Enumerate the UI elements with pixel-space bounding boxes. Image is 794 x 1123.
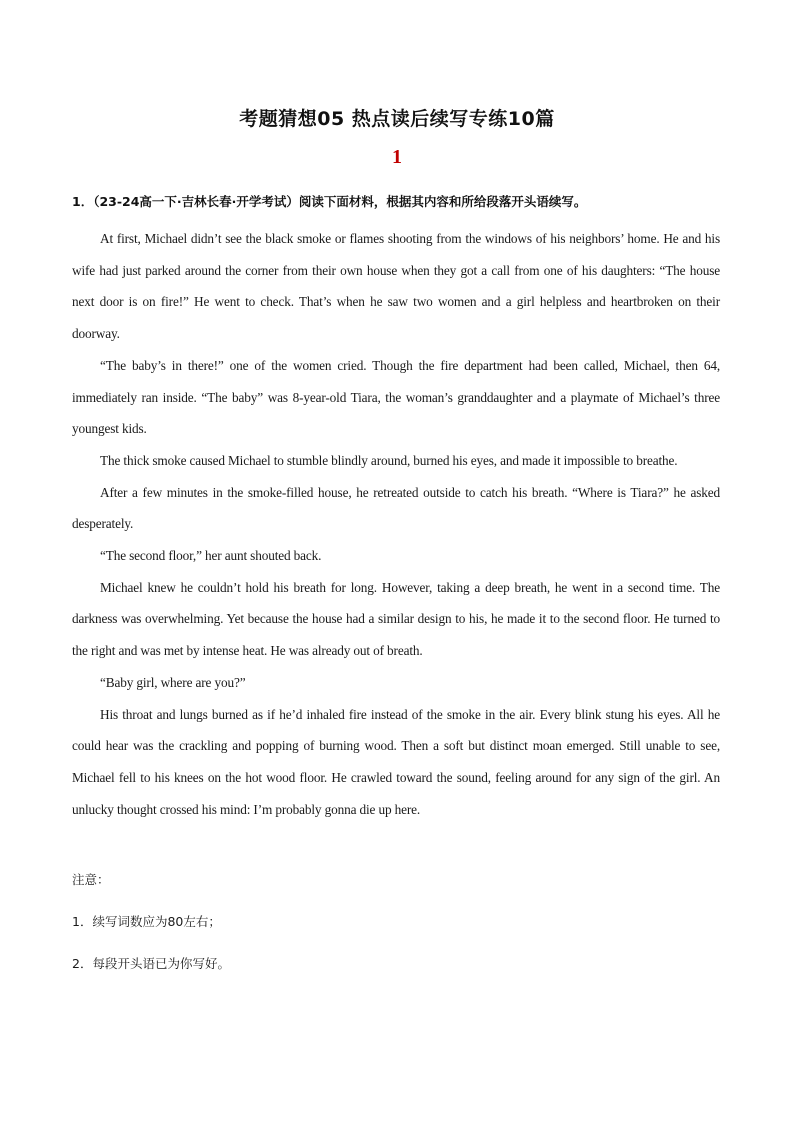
notes-section <box>72 866 720 992</box>
passage-paragraph: “The second floor,” her aunt shouted back. <box>100 548 322 564</box>
reading-passage <box>72 223 720 825</box>
note-item: 1．续写词数应为80左右； <box>72 914 221 929</box>
passage-paragraph: His throat and lungs burned as if he’d inhaled fire instead of the smoke in the air. Every blink stung his eyes. All he could hear was the crackling and popping of burning wood. Then a soft but distinct moan emerged. Still unable to see, Michael fell to his knees on the hot wood floor. He crawled toward the sound, feeling around for any sign of the girl. An unlucky thought crossed his mind: I’m probably gonna die up here. <box>72 706 720 817</box>
passage-paragraph: “Baby girl, where are you?” <box>100 674 246 690</box>
passage-paragraph: Michael knew he couldn’t hold his breath for long. However, taking a deep breath, he went in a second time. The darkness was overwhelming. Yet because the house had a similar design to his, he made it to the second floor. He turned to the right and was met by intense heat. He was already out of breath. <box>72 579 720 659</box>
section-number: 1 <box>392 146 402 168</box>
document-title: 考题猜想05 热点读后续写专练10篇 <box>239 108 555 130</box>
passage-paragraph: The thick smoke caused Michael to stumble blindly around, burned his eyes, and made it impossible to breathe. <box>100 452 678 468</box>
notes-label: 注意： <box>72 872 110 887</box>
passage-paragraph: After a few minutes in the smoke-filled house, he retreated outside to catch his breath. “Where is Tiara?” he asked desperately. <box>72 484 720 532</box>
passage-paragraph: At first, Michael didn’t see the black smoke or flames shooting from the windows of his neighbors’ home. He and his wife had just parked around the corner from their own house when they got a call from one of his daughters: “The house next door is on fire!” He went to check. That’s when he saw two women and a girl helpless and heartbroken on their doorway. <box>72 231 720 342</box>
question-heading: 1．（23-24高一下·吉林长春·开学考试）阅读下面材料，根据其内容和所给段落开头语续写。 <box>72 194 587 209</box>
passage-paragraph: “The baby’s in there!” one of the women cried. Though the fire department had been called, Michael, then 64, immediately ran inside. “The baby” was 8-year-old Tiara, the woman’s granddaughter and a playmate of Michael’s three youngest kids. <box>72 357 720 437</box>
note-item: 2．每段开头语已为你写好。 <box>72 956 230 971</box>
